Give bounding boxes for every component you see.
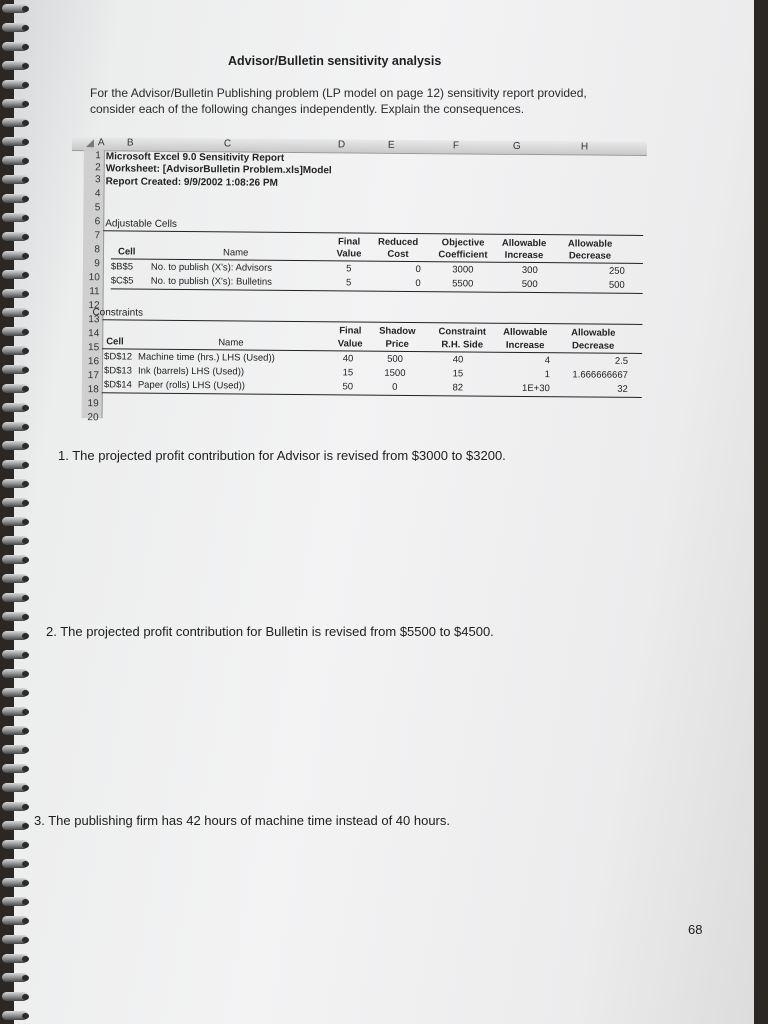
row-number: 17: [87, 370, 99, 382]
column-header-h: H: [580, 141, 589, 153]
cell-ref: $D$12: [104, 351, 133, 363]
reduced-cost: 0: [415, 278, 421, 290]
binding-hole: [22, 215, 29, 221]
cell-ref: $D$14: [103, 379, 132, 391]
binding-hole: [22, 44, 29, 50]
header-value: Value: [337, 338, 363, 350]
row-number: 7: [94, 230, 101, 242]
row-number: 20: [87, 412, 99, 424]
row-number: 18: [87, 384, 99, 396]
header-increase: Increase: [505, 339, 545, 352]
binding-hole: [22, 234, 29, 240]
binding-hole: [22, 386, 29, 392]
header-coefficient: Coefficient: [438, 249, 488, 261]
section-rule: [103, 230, 643, 236]
header-reduced: Reduced: [377, 236, 419, 249]
binding-hole: [22, 1013, 29, 1019]
header-objective: Objective: [441, 237, 485, 249]
row-number: 12: [88, 300, 100, 312]
binding-hole: [22, 291, 29, 297]
binding-hole: [22, 671, 29, 677]
binding-hole: [22, 25, 29, 31]
binding-hole: [22, 424, 29, 430]
report-title: Microsoft Excel 9.0 Sensitivity Report: [105, 151, 285, 164]
question-1: 1. The projected profit contribution for Advisor is revised from $3000 to $3200.: [58, 448, 506, 463]
allowable-decrease: 32: [617, 383, 628, 395]
row-number: 14: [88, 328, 100, 340]
row-number: 5: [94, 202, 101, 214]
binding-hole: [22, 82, 29, 88]
header-name: Name: [218, 337, 244, 349]
binding-hole: [22, 500, 29, 506]
objective-coefficient: 3000: [452, 264, 474, 276]
binding-hole: [22, 101, 29, 107]
row-number: 13: [88, 314, 100, 326]
binding-hole: [22, 861, 29, 867]
column-header-g: G: [512, 140, 521, 152]
allowable-increase: 4: [544, 355, 551, 367]
header-final: Final: [339, 325, 362, 337]
binding-hole: [22, 690, 29, 696]
binding-hole: [22, 880, 29, 886]
binding-hole: [22, 139, 29, 145]
cell-ref: $D$13: [103, 365, 133, 377]
binding-hole: [22, 158, 29, 164]
binding-hole: [22, 823, 29, 829]
binding-hole: [22, 614, 29, 620]
binding-hole: [22, 196, 29, 202]
row-number: 6: [94, 216, 101, 228]
header-allowable-decrease: Allowable: [567, 238, 613, 250]
question-3: 3. The publishing firm has 42 hours of machine time instead of 40 hours.: [34, 813, 450, 828]
binding-hole: [22, 595, 29, 601]
binding-hole: [22, 462, 29, 468]
binding-hole: [22, 538, 29, 544]
binding-hole: [22, 348, 29, 354]
binding-hole: [22, 405, 29, 411]
header-shadow: Shadow: [379, 325, 416, 338]
binding-hole: [22, 842, 29, 848]
section-rule: [102, 319, 642, 325]
binding-hole: [22, 937, 29, 943]
header-name: Name: [222, 247, 249, 259]
header-rh-side: R.H. Side: [441, 339, 484, 351]
question-2: 2. The projected profit contribution for Bulletin is revised from $5500 to $4500.: [46, 624, 494, 639]
binding-hole: [22, 785, 29, 791]
row-number: 2: [95, 162, 101, 174]
binding-hole: [22, 6, 29, 12]
binding-hole: [22, 747, 29, 753]
row-number: 4: [94, 188, 101, 200]
binding-hole: [22, 481, 29, 487]
row-number: 15: [87, 342, 100, 354]
page-number: 68: [688, 922, 703, 937]
row-number: 9: [94, 258, 100, 270]
objective-coefficient: 5500: [452, 278, 474, 290]
row-number: 19: [87, 398, 99, 410]
row-number: 3: [95, 174, 101, 186]
column-header-e: E: [387, 139, 395, 151]
header-cell: Cell: [117, 246, 136, 258]
final-value: 5: [346, 277, 352, 289]
row-number: 8: [94, 244, 101, 256]
cell-ref: $B$5: [110, 261, 134, 273]
allowable-increase: 1E+30: [522, 382, 550, 395]
header-constraint: Constraint: [438, 326, 487, 338]
final-value: 5: [346, 263, 352, 275]
header-value: Value: [336, 248, 362, 260]
allowable-increase: 1: [544, 369, 550, 381]
constraint-rh-side: 82: [452, 382, 464, 394]
intro-paragraph: [90, 85, 587, 117]
header-cell: Cell: [106, 336, 124, 348]
binding-hole: [22, 804, 29, 810]
binding-hole: [22, 728, 29, 734]
binding-hole: [22, 557, 29, 563]
binding-hole: [22, 177, 29, 183]
select-all-corner: [86, 139, 94, 147]
allowable-decrease: 1.666666667: [572, 369, 628, 381]
binding-hole: [22, 899, 29, 905]
document-title: Advisor/Bulletin sensitivity analysis: [228, 54, 442, 68]
final-value: 50: [342, 381, 354, 393]
binding-hole: [22, 975, 29, 981]
binding-hole: [22, 443, 29, 449]
row-number: 11: [89, 286, 100, 298]
allowable-decrease: 2.5: [614, 355, 629, 367]
header-decrease: Decrease: [568, 250, 612, 262]
shadow-price: 0: [392, 381, 398, 393]
allowable-increase: 300: [521, 264, 538, 277]
binding-hole: [22, 994, 29, 1000]
header-final: Final: [337, 236, 361, 248]
report-created: Report Created: 9/9/2002 1:08:26 PM: [105, 176, 278, 189]
header-allowable-decrease: Allowable: [571, 327, 616, 339]
constraint-rh-side: 15: [452, 368, 464, 380]
cell-name: Paper (rolls) LHS (Used)): [137, 379, 246, 392]
shadow-price: 1500: [384, 367, 406, 379]
allowable-increase: 500: [521, 278, 538, 291]
cell-name: No. to publish (X's): Bulletins: [150, 275, 272, 288]
binding-hole: [22, 709, 29, 715]
binding-hole: [22, 956, 29, 962]
cell-name: Ink (barrels) LHS (Used)): [137, 365, 245, 378]
header-price: Price: [385, 338, 409, 350]
cell-name: No. to publish (X's): Advisors: [150, 261, 273, 274]
binding-hole: [22, 652, 29, 658]
cell-ref: $C$5: [110, 275, 134, 287]
reduced-cost: 0: [415, 264, 421, 276]
column-header-a: A: [97, 137, 105, 149]
allowable-decrease: 250: [608, 265, 625, 277]
binding-hole: [22, 766, 29, 772]
header-allowable-increase: Allowable: [501, 237, 547, 250]
binding-hole: [22, 519, 29, 525]
intro-line-2: consider each of the following changes independently. Explain the consequences.: [90, 102, 525, 116]
header-allowable-increase: Allowable: [503, 326, 548, 339]
binding-hole: [22, 367, 29, 373]
row-header-bar: [82, 150, 105, 424]
shadow-price: 500: [387, 353, 404, 365]
header-cost: Cost: [387, 248, 409, 260]
column-header-b: B: [126, 137, 134, 149]
final-value: 15: [342, 367, 354, 379]
final-value: 40: [342, 353, 354, 365]
constraints-heading: Constraints: [92, 307, 144, 319]
column-header-f: F: [452, 140, 460, 152]
binding-hole: [22, 576, 29, 582]
worksheet-name: Worksheet: [AdvisorBulletin Problem.xls]Model: [105, 163, 332, 177]
binding-hole: [22, 310, 29, 316]
binding-hole: [22, 918, 29, 924]
row-number: 10: [88, 272, 100, 284]
allowable-decrease: 500: [608, 279, 625, 291]
binding-hole: [22, 120, 29, 126]
sensitivity-report-spreadsheet: [70, 137, 647, 427]
row-number: 16: [87, 356, 100, 368]
binding-hole: [22, 329, 29, 335]
constraint-rh-side: 40: [452, 354, 464, 366]
header-increase: Increase: [504, 249, 544, 262]
intro-line-1: For the Advisor/Bulletin Publishing problem (LP model on page 12) sensitivity report provided,: [90, 86, 587, 100]
adjustable-cells-heading: Adjustable Cells: [105, 218, 178, 230]
row-number: 1: [95, 150, 101, 162]
column-header-c: C: [223, 138, 232, 150]
cell-name: Machine time (hrs.) LHS (Used)): [138, 351, 275, 364]
binding-hole: [22, 253, 29, 259]
header-decrease: Decrease: [572, 340, 615, 352]
binding-hole: [22, 272, 29, 278]
column-header-d: D: [337, 139, 346, 151]
spiral-binding: [0, 0, 34, 1024]
binding-hole: [22, 63, 29, 69]
binding-hole: [22, 633, 29, 639]
